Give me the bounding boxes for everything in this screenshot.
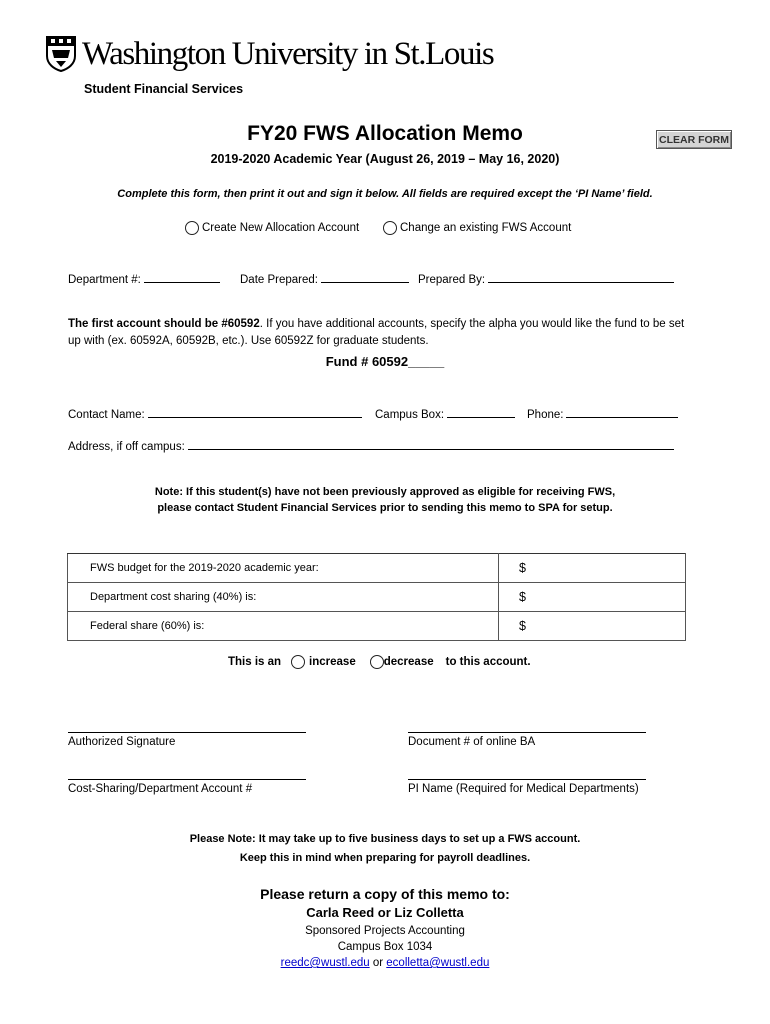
eligibility-note — [0, 484, 770, 516]
change-prefix: This is an — [228, 656, 282, 668]
budget-row-label: Department cost sharing (40%) is: — [68, 583, 499, 612]
form-instructions: Complete this form, then print it out and sign it below. All fields are required except the ‘PI Name’ field. — [117, 188, 653, 200]
budget-row-label: FWS budget for the 2019-2020 academic year: — [68, 554, 499, 583]
return-emails — [0, 957, 770, 969]
authorized-signature-line[interactable] — [68, 732, 306, 733]
first-account-note: The first account should be #60592 — [68, 318, 260, 330]
address-input[interactable] — [188, 437, 674, 450]
eligibility-note-line1: Note: If this student(s) have not been previously approved as eligible for receiving FWS, — [154, 486, 616, 498]
document-number-line[interactable] — [408, 732, 646, 733]
eligibility-note-line2: please contact Student Financial Services prior to sending this memo to SPA for setup. — [157, 502, 613, 514]
account-instructions — [68, 316, 688, 350]
department-input[interactable] — [144, 270, 220, 283]
department-field — [68, 270, 220, 286]
processing-note — [0, 830, 770, 868]
change-account-option[interactable] — [383, 221, 571, 235]
email-or: or — [372, 957, 384, 969]
date-field — [240, 270, 409, 286]
cost-sharing-label: Cost-Sharing/Department Account # — [68, 783, 253, 795]
department-label: Department #: — [68, 274, 141, 286]
authorized-signature-label: Authorized Signature — [68, 736, 176, 748]
processing-note-line2: Keep this in mind when preparing for payroll deadlines. — [239, 852, 531, 864]
change-direction-row — [228, 655, 531, 669]
pi-name-line[interactable] — [408, 779, 646, 780]
address-field — [68, 437, 674, 453]
contact-field — [68, 405, 362, 421]
address-label: Address, if off campus: — [68, 441, 185, 453]
academic-year-subtitle: 2019-2020 Academic Year (August 26, 2019 – May 16, 2020) — [210, 152, 560, 166]
decrease-label: decrease — [383, 656, 434, 668]
change-account-label: Change an existing FWS Account — [400, 222, 572, 234]
department-heading: Student Financial Services — [84, 82, 244, 96]
prepared-by-input[interactable] — [488, 270, 674, 283]
pi-name-label: PI Name (Required for Medical Departments) — [408, 783, 639, 795]
contact-label: Contact Name: — [68, 409, 145, 421]
phone-label: Phone: — [527, 409, 564, 421]
email-link-reedc[interactable]: reedc@wustl.edu — [280, 957, 370, 969]
date-input[interactable] — [321, 270, 409, 283]
fund-number: Fund # 60592_____ — [325, 354, 445, 369]
contact-input[interactable] — [148, 405, 362, 418]
return-heading: Please return a copy of this memo to: — [260, 886, 510, 902]
document-number-label: Document # of online BA — [408, 736, 536, 748]
processing-note-line1: Please Note: It may take up to five business days to set up a FWS account. — [189, 833, 581, 845]
change-account-radio[interactable] — [383, 221, 397, 235]
table-row — [68, 554, 686, 583]
campus-box-input[interactable] — [447, 405, 515, 418]
phone-field — [527, 405, 678, 421]
campus-box-label: Campus Box: — [375, 409, 445, 421]
university-shield-icon — [46, 36, 76, 72]
budget-table — [67, 553, 686, 641]
campus-box-field — [375, 405, 515, 421]
table-row — [68, 612, 686, 641]
form-title: FY20 FWS Allocation Memo — [247, 122, 523, 145]
phone-input[interactable] — [566, 405, 678, 418]
email-link-ecolletta[interactable]: ecolletta@wustl.edu — [386, 957, 490, 969]
budget-amount-input[interactable]: $ — [499, 583, 686, 612]
create-account-option[interactable] — [185, 221, 359, 235]
account-alpha-note: . If you have additional accounts, specify the alpha you would like the fund to be set up with (ex. 60592A, 60592B, etc.). Use 60592Z for graduate students. — [68, 318, 685, 347]
increase-label: increase — [309, 656, 356, 668]
university-name: Washington University in St.Louis — [82, 36, 494, 72]
clear-form-button[interactable]: CLEAR FORM — [656, 130, 732, 149]
create-account-label: Create New Allocation Account — [202, 222, 360, 234]
cost-sharing-line[interactable] — [68, 779, 306, 780]
budget-row-label: Federal share (60%) is: — [68, 612, 499, 641]
prepared-by-field — [418, 270, 674, 286]
university-logo — [46, 34, 526, 78]
create-account-radio[interactable] — [185, 221, 199, 235]
increase-radio[interactable] — [291, 655, 305, 669]
prepared-by-label: Prepared By: — [418, 274, 486, 286]
change-suffix: to this account. — [445, 656, 531, 668]
budget-amount-input[interactable]: $ — [499, 612, 686, 641]
decrease-radio[interactable] — [370, 655, 384, 669]
return-names: Carla Reed or Liz Colletta — [306, 905, 464, 920]
date-label: Date Prepared: — [240, 274, 318, 286]
budget-amount-input[interactable]: $ — [499, 554, 686, 583]
return-office: Sponsored Projects Accounting — [305, 925, 465, 937]
return-campus-box: Campus Box 1034 — [337, 941, 433, 953]
table-row — [68, 583, 686, 612]
